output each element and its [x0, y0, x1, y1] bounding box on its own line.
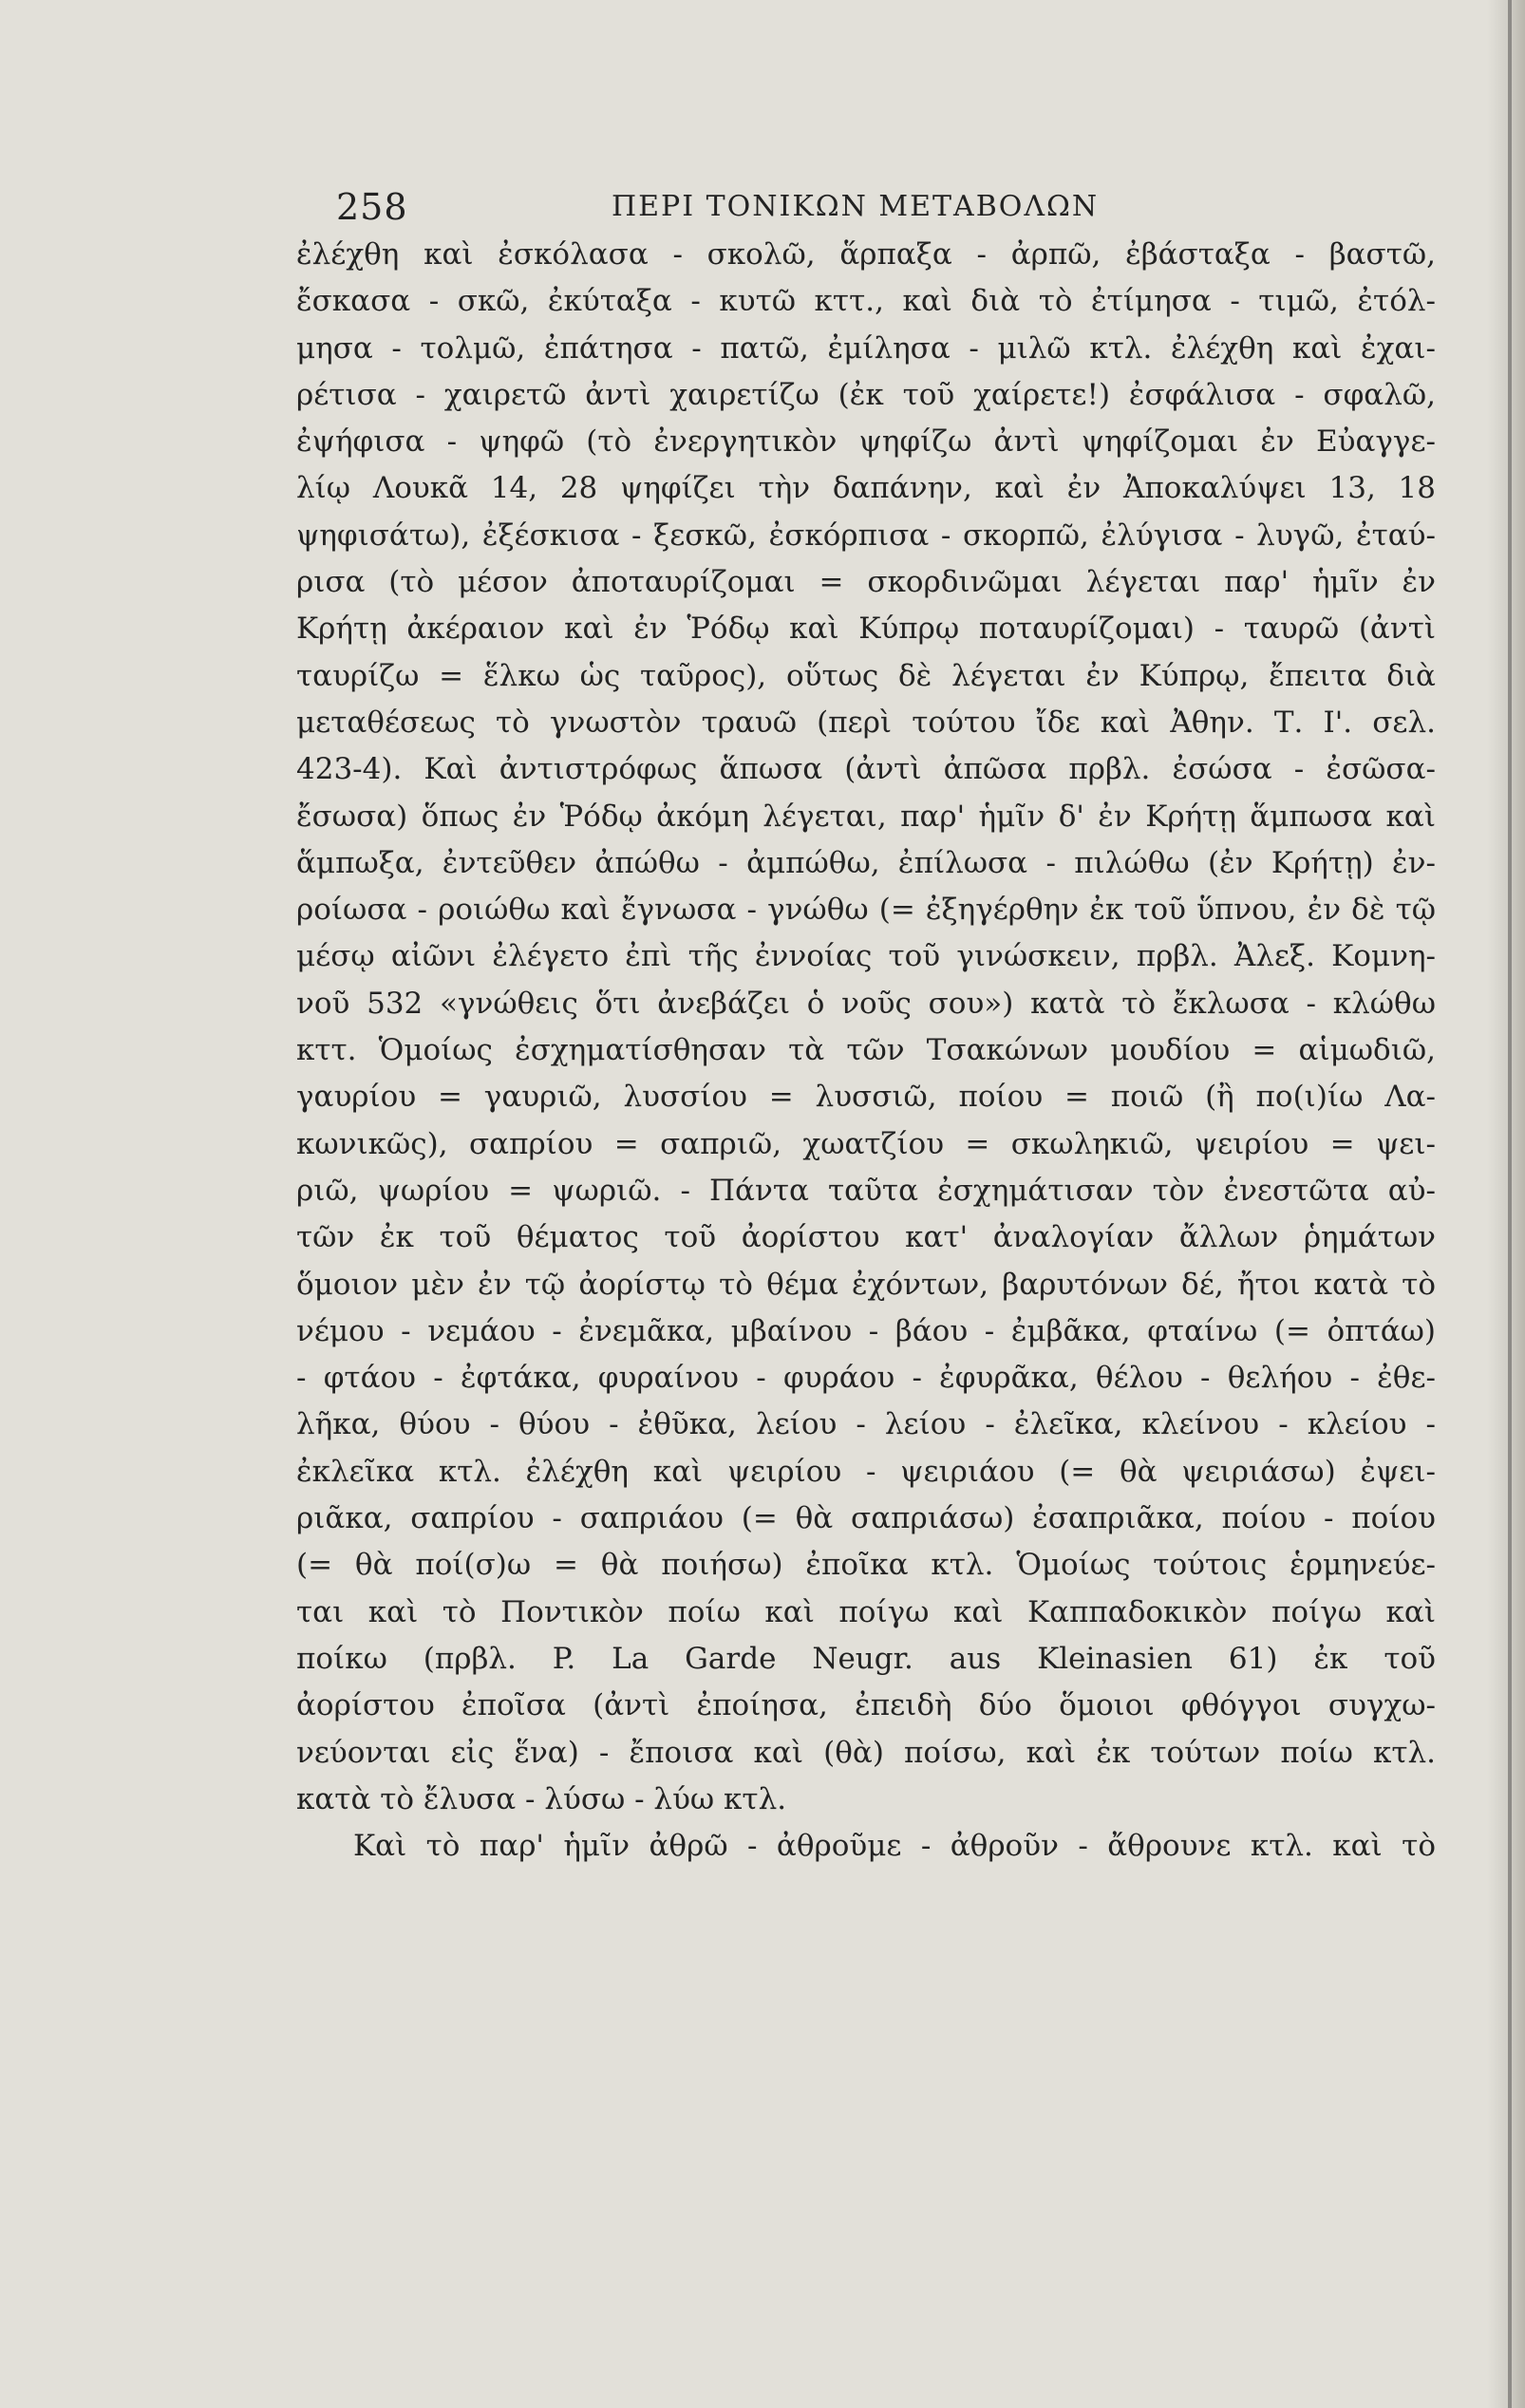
text-line: ταυρίζω = ἕλκω ὡς ταῦρος), οὕτως δὲ λέγεται ἐν Κύπρῳ, ἔπειτα διὰ: [296, 658, 1436, 693]
text-line: μεταθέσεως τὸ γνωστὸν τραυῶ (περὶ τούτου ἴδε καὶ Ἀθην. Τ. Ι'. σελ.: [296, 705, 1436, 740]
text-line: νεύονται εἰς ἕνα) - ἔποισα καὶ (θὰ) ποίσω, καὶ ἐκ τούτων ποίω κτλ.: [296, 1735, 1436, 1770]
text-line: ἔσωσα) ὅπως ἐν Ῥόδῳ ἀκόμη λέγεται, παρ' ἡμῖν δ' ἐν Κρήτῃ ἅμπωσα καὶ: [296, 799, 1436, 834]
text-line: ἐκλεῖκα κτλ. ἐλέχθη καὶ ψειρίου - ψειριάου (= θὰ ψειριάσω) ἐψει-: [296, 1454, 1436, 1489]
text-line: ρέτισα - χαιρετῶ ἀντὶ χαιρετίζω (ἐκ τοῦ χαίρετε!) ἐσφάλισα - σφαλῶ,: [296, 377, 1436, 412]
text-line: ριᾶκα, σαπρίου - σαπριάου (= θὰ σαπριάσω) ἐσαπριᾶκα, ποίου - ποίου: [296, 1501, 1436, 1536]
text-line: μέσῳ αἰῶνι ἐλέγετο ἐπὶ τῆς ἐννοίας τοῦ γινώσκειν, πρβλ. Ἀλεξ. Κομνη-: [296, 939, 1436, 974]
text-line: λίῳ Λουκᾶ 14, 28 ψηφίζει τὴν δαπάνην, καὶ ἐν Ἀποκαλύψει 13, 18: [296, 471, 1436, 506]
text-line: ψηφισάτω), ἐξέσκισα - ξεσκῶ, ἐσκόρπισα - σκορπῶ, ἐλύγισα - λυγῶ, ἐταύ-: [296, 517, 1436, 553]
text-line: ται καὶ τὸ Ποντικὸν ποίω καὶ ποίγω καὶ Καππαδοκικὸν ποίγω καὶ: [296, 1594, 1436, 1629]
text-line: ἅμπωξα, ἐντεῦθεν ἀπώθω - ἀμπώθω, ἐπίλωσα - πιλώθω (ἐν Κρήτῃ) ἐν-: [296, 845, 1436, 880]
text-line: Κρήτῃ ἀκέραιον καὶ ἐν Ῥόδῳ καὶ Κύπρῳ ποταυρίζομαι) - ταυρῶ (ἀντὶ: [296, 611, 1436, 647]
text-line: ρισα (τὸ μέσον ἀποταυρίζομαι = σκορδινῶμαι λέγεται παρ' ἡμῖν ἐν: [296, 565, 1436, 600]
text-line: κωνικῶς), σαπρίου = σαπριῶ, χωατζίου = σκωληκιῶ, ψειρίου = ψει-: [296, 1126, 1436, 1161]
text-line: ἔσκασα - σκῶ, ἐκύταξα - κυτῶ κττ., καὶ διὰ τὸ ἐτίμησα - τιμῶ, ἐτόλ-: [296, 284, 1436, 319]
text-line: - φτάου - ἐφτάκα, φυραίνου - φυράου - ἐφυρᾶκα, θέλου - θελήου - ἐθε-: [296, 1361, 1436, 1396]
text-line: (= θὰ ποί(σ)ω = θὰ ποιήσω) ἐποῖκα κτλ. Ὁμοίως τούτοις ἑρμηνεύε-: [296, 1548, 1436, 1583]
text-line: μησα - τολμῶ, ἐπάτησα - πατῶ, ἐμίλησα - μιλῶ κτλ. ἐλέχθη καὶ ἐχαι-: [296, 330, 1436, 366]
text-line: τῶν ἐκ τοῦ θέματος τοῦ ἀορίστου κατ' ἀναλογίαν ἄλλων ῥημάτων: [296, 1220, 1436, 1255]
body-text: [296, 232, 1436, 1870]
text-line: ριῶ, ψωρίου = ψωριῶ. - Πάντα ταῦτα ἐσχημάτισαν τὸν ἐνεστῶτα αὐ-: [296, 1173, 1436, 1208]
text-line: ἀορίστου ἐποῖσα (ἀντὶ ἐποίησα, ἐπειδὴ δύο ὅμοιοι φθόγγοι συγχω-: [296, 1688, 1436, 1723]
text-line: ποίκω (πρβλ. P. La Garde Neugr. aus Kleinasien 61) ἐκ τοῦ: [296, 1641, 1436, 1676]
text-line: ἐλέχθη καὶ ἐσκόλασα - σκολῶ, ἅρπαξα - ἀρπῶ, ἐβάσταξα - βαστῶ,: [296, 237, 1436, 272]
text-line: νέμου - νεμάου - ἐνεμᾶκα, μβαίνου - βάου - ἐμβᾶκα, φταίνω (= ὀπτάω): [296, 1313, 1436, 1348]
page-edge: [1487, 0, 1525, 2408]
text-line: ἐψήφισα - ψηφῶ (τὸ ἐνεργητικὸν ψηφίζω ἀντὶ ψηφίζομαι ἐν Εὐαγγε-: [296, 424, 1436, 460]
text-line: Καὶ τὸ παρ' ἡμῖν ἀθρῶ - ἀθροῦμε - ἀθροῦν - ἄθρουνε κτλ. καὶ τὸ: [353, 1829, 1436, 1864]
text-line: 423-4). Καὶ ἀντιστρόφως ἅπωσα (ἀντὶ ἀπῶσα πρβλ. ἐσώσα - ἐσῶσα-: [296, 752, 1436, 787]
page-header: [336, 186, 1286, 234]
text-line: ὅμοιον μὲν ἐν τῷ ἀορίστῳ τὸ θέμα ἐχόντων, βαρυτόνων δέ, ἤτοι κατὰ τὸ: [296, 1267, 1436, 1302]
text-line: γαυρίου = γαυριῶ, λυσσίου = λυσσιῶ, ποίου = ποιῶ (ἢ πο(ι)ίω Λα-: [296, 1080, 1436, 1115]
text-line: λῆκα, θύου - θύου - ἐθῦκα, λείου - λείου - ἐλεῖκα, κλείνου - κλείου -: [296, 1407, 1436, 1442]
page-number: 258: [336, 186, 408, 228]
text-line: ροίωσα - ροιώθω καὶ ἔγνωσα - γνώθω (= ἐξηγέρθην ἐκ τοῦ ὕπνου, ἐν δὲ τῷ: [296, 893, 1436, 928]
running-title: ΠΕΡΙ ΤΟΝΙΚΩΝ ΜΕΤΑΒΟΛΩΝ: [612, 190, 1100, 223]
text-line: νοῦ 532 «γνώθεις ὅτι ἀνεβάζει ὁ νοῦς σου») κατὰ τὸ ἔκλωσα - κλώθω: [296, 986, 1436, 1021]
text-line: κττ. Ὁμοίως ἐσχηματίσθησαν τὰ τῶν Τσακώνων μουδίου = αἱμωδιῶ,: [296, 1033, 1436, 1068]
text-line: κατὰ τὸ ἔλυσα - λύσω - λύω κτλ.: [296, 1781, 787, 1816]
